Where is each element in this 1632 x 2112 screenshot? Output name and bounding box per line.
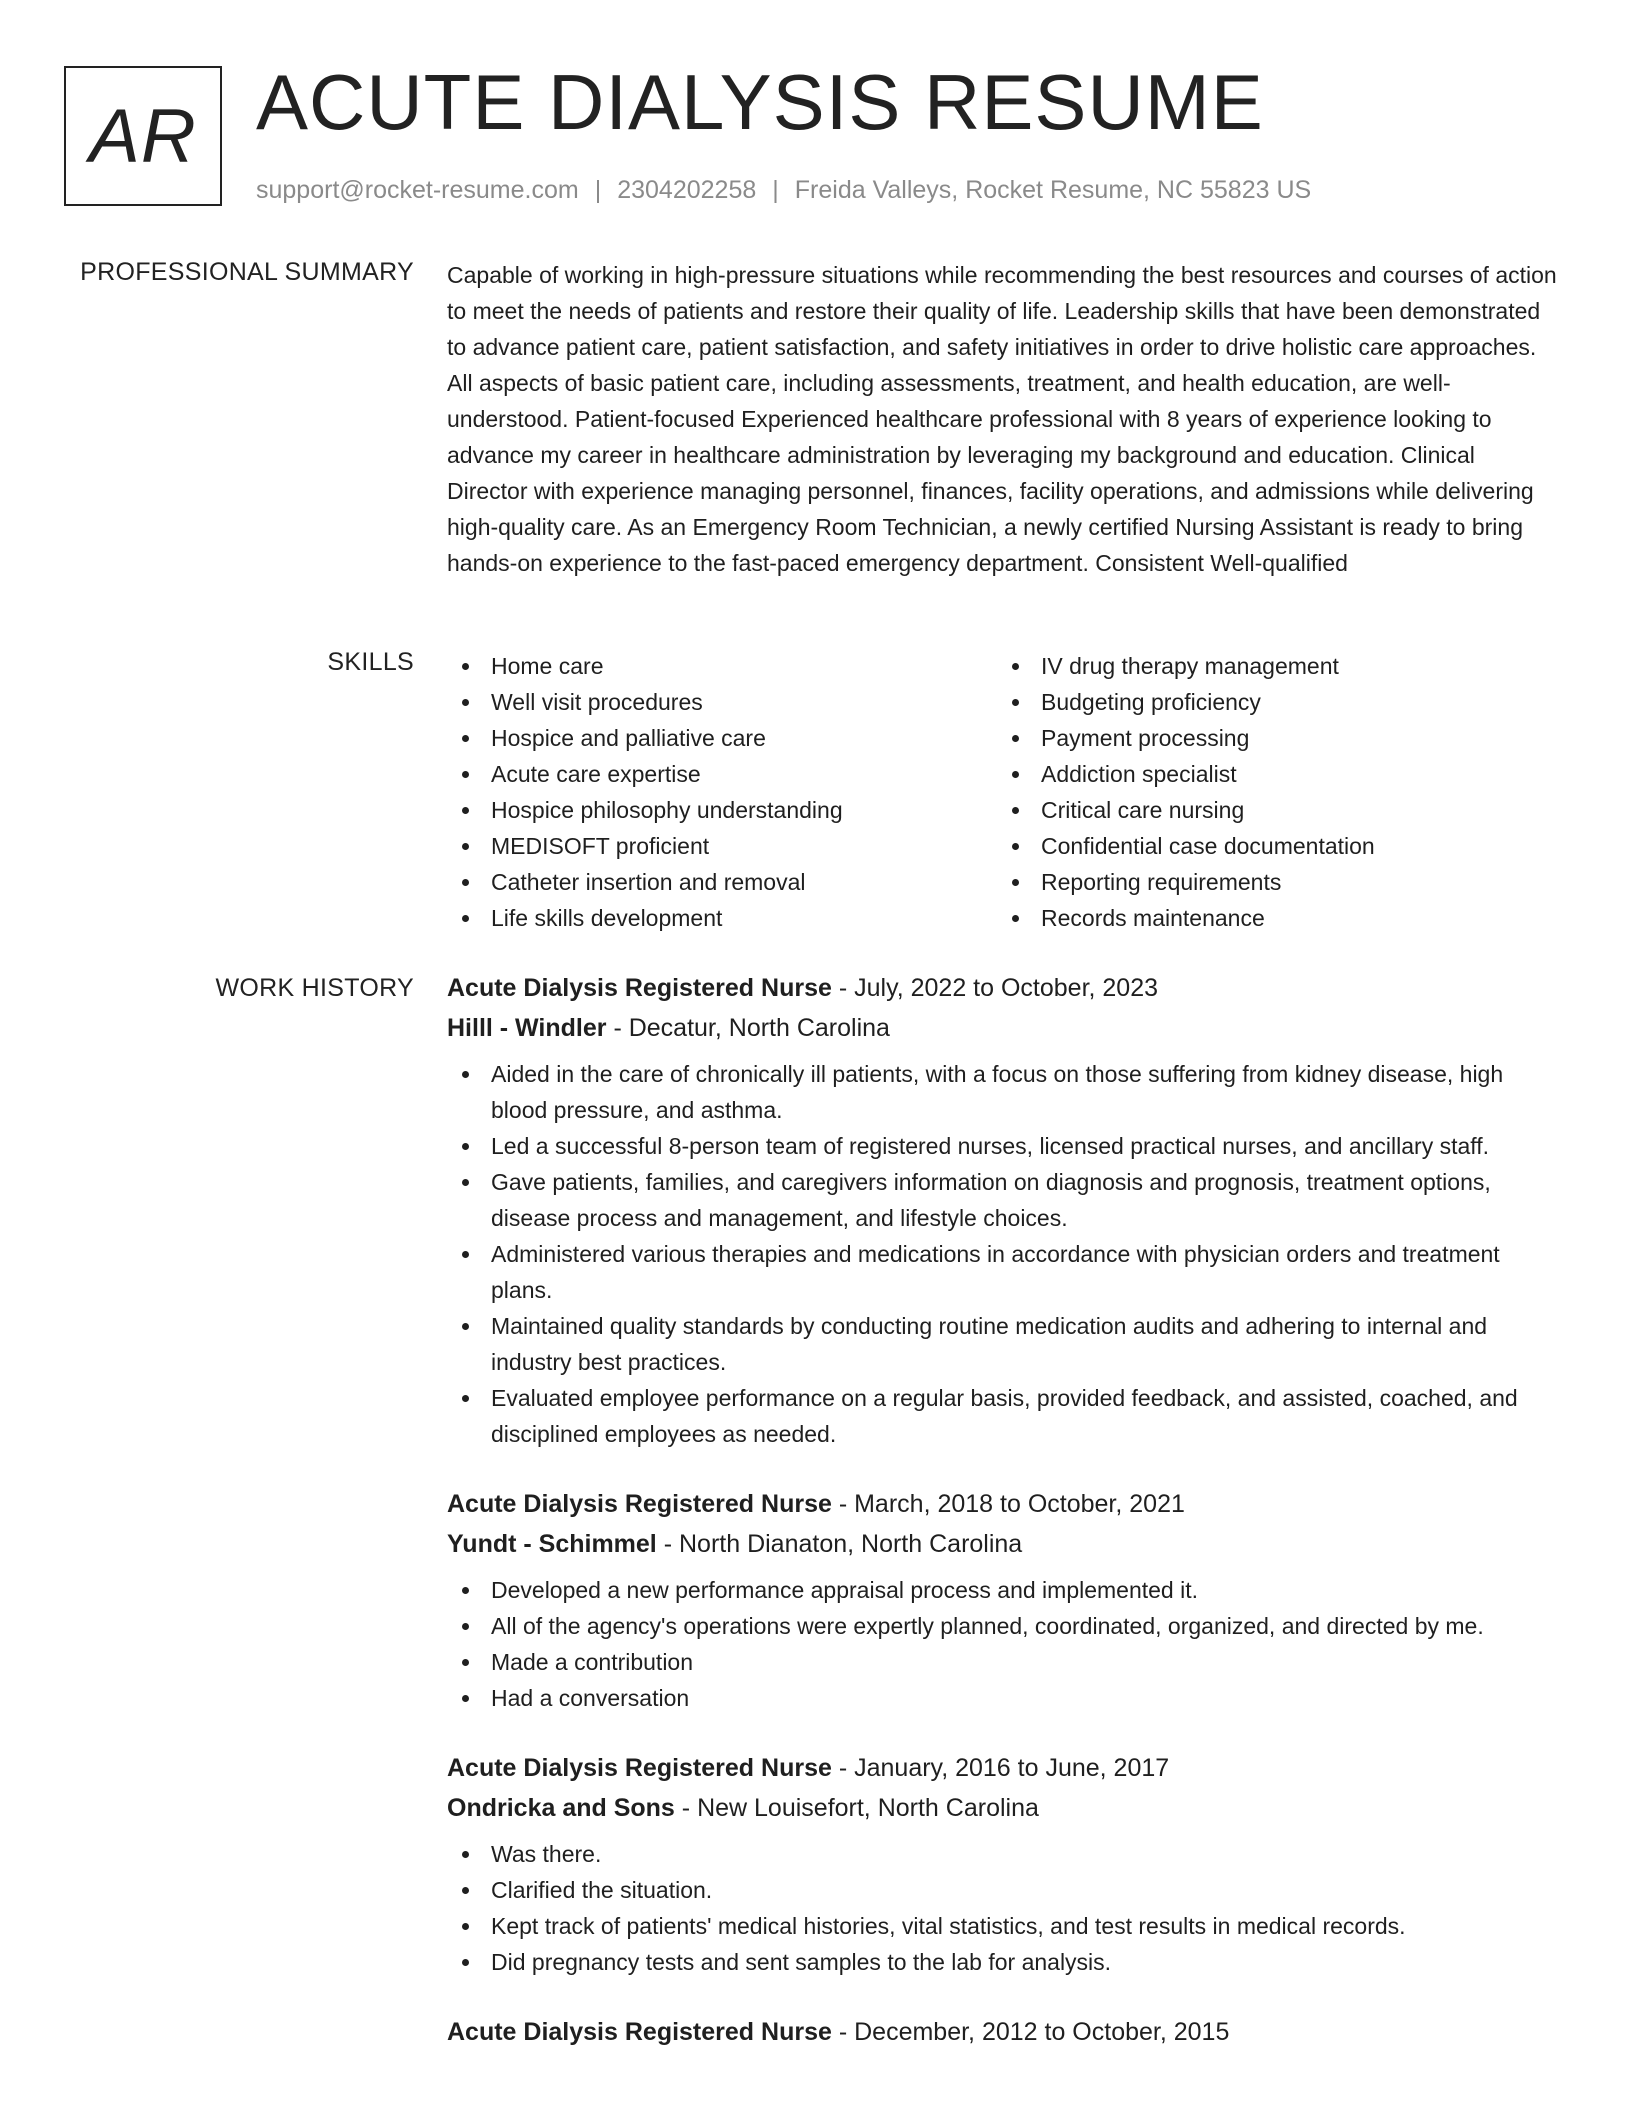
skill-item: Catheter insertion and removal xyxy=(447,864,997,900)
job-dates: July, 2022 to October, 2023 xyxy=(854,974,1159,1002)
job-location: North Dianaton, North Carolina xyxy=(678,1530,1023,1558)
skills-list-left xyxy=(447,648,997,936)
skill-item: Well visit procedures xyxy=(447,684,997,720)
job-entry xyxy=(447,1484,1559,1716)
job-bullet-list xyxy=(447,1836,1559,1980)
job-entry xyxy=(447,968,1559,1452)
skill-item: Budgeting proficiency xyxy=(997,684,1547,720)
job-entry xyxy=(447,2012,1559,2052)
work-history-section xyxy=(447,968,1559,2084)
job-bullet: Maintained quality standards by conducting routine medication audits and adhering to internal and industry best practices. xyxy=(447,1308,1559,1380)
job-bullet: Administered various therapies and medications in accordance with physician orders and treatment plans. xyxy=(447,1236,1559,1308)
resume-title: ACUTE DIALYSIS RESUME xyxy=(256,58,1264,146)
skill-item: Records maintenance xyxy=(997,900,1547,936)
job-location: Decatur, North Carolina xyxy=(628,1014,890,1042)
skill-item: Acute care expertise xyxy=(447,756,997,792)
job-bullet: Gave patients, families, and caregivers information on diagnosis and prognosis, treatment options, disease process and management, and lifestyle choices. xyxy=(447,1164,1559,1236)
job-bullet: Did pregnancy tests and sent samples to the lab for analysis. xyxy=(447,1944,1559,1980)
job-dates: December, 2012 to October, 2015 xyxy=(854,2018,1230,2046)
job-title: Acute Dialysis Registered Nurse xyxy=(447,2018,832,2046)
job-entry xyxy=(447,1748,1559,1980)
skill-item: Reporting requirements xyxy=(997,864,1547,900)
job-bullet-list xyxy=(447,1572,1559,1716)
contact-separator: | xyxy=(594,176,602,204)
section-label-summary: PROFESSIONAL SUMMARY xyxy=(80,258,414,286)
job-bullet: Aided in the care of chronically ill patients, with a focus on those suffering from kidney disease, high blood pressure, and asthma. xyxy=(447,1056,1559,1128)
job-bullet: Kept track of patients' medical histories, vital statistics, and test results in medical records. xyxy=(447,1908,1559,1944)
skill-item: Payment processing xyxy=(997,720,1547,756)
contact-phone[interactable]: 2304202258 xyxy=(617,176,757,204)
section-label-skills: SKILLS xyxy=(327,648,414,676)
skill-item: IV drug therapy management xyxy=(997,648,1547,684)
job-bullet-list xyxy=(447,1056,1559,1452)
job-bullet: Was there. xyxy=(447,1836,1559,1872)
job-company-line: Yundt - Schimmel - North Dianaton, North Carolina xyxy=(447,1530,1023,1558)
summary-section xyxy=(447,257,1559,581)
contact-line xyxy=(256,173,1311,207)
job-company: Yundt - Schimmel xyxy=(447,1530,657,1558)
monogram-initials: AR xyxy=(64,66,222,206)
skill-item: Life skills development xyxy=(447,900,997,936)
skill-item: Hospice and palliative care xyxy=(447,720,997,756)
contact-separator: | xyxy=(772,176,779,204)
job-bullet: Had a conversation xyxy=(447,1680,1559,1716)
skill-item: MEDISOFT proficient xyxy=(447,828,997,864)
contact-address: Freida Valleys, Rocket Resume, NC 55823 US xyxy=(794,176,1312,204)
job-company: Ondricka and Sons xyxy=(447,1794,675,1822)
job-company-line: Ondricka and Sons - New Louisefort, North Carolina xyxy=(447,1794,1039,1822)
job-title: Acute Dialysis Registered Nurse xyxy=(447,974,832,1002)
job-bullet: All of the agency's operations were expertly planned, coordinated, organized, and directed by me. xyxy=(447,1608,1559,1644)
job-title-line: Acute Dialysis Registered Nurse - July, 2022 to October, 2023 xyxy=(447,974,1159,1002)
job-title: Acute Dialysis Registered Nurse xyxy=(447,1490,832,1518)
skill-item: Critical care nursing xyxy=(997,792,1547,828)
skills-section xyxy=(447,648,1559,936)
skill-item: Confidential case documentation xyxy=(997,828,1547,864)
job-dates: March, 2018 to October, 2021 xyxy=(854,1490,1185,1518)
job-title-line: Acute Dialysis Registered Nurse - March, 2018 to October, 2021 xyxy=(447,1490,1185,1518)
job-title-line: Acute Dialysis Registered Nurse - January, 2016 to June, 2017 xyxy=(447,1754,1170,1782)
job-company-line: Hilll - Windler - Decatur, North Carolina xyxy=(447,1014,890,1042)
section-label-work-history: WORK HISTORY xyxy=(215,974,414,1002)
skill-item: Hospice philosophy understanding xyxy=(447,792,997,828)
contact-email[interactable]: support@rocket-resume.com xyxy=(256,176,579,204)
job-bullet: Made a contribution xyxy=(447,1644,1559,1680)
job-bullet: Clarified the situation. xyxy=(447,1872,1559,1908)
job-title: Acute Dialysis Registered Nurse xyxy=(447,1754,832,1782)
job-dates: January, 2016 to June, 2017 xyxy=(854,1754,1170,1782)
job-title-line: Acute Dialysis Registered Nurse - December, 2012 to October, 2015 xyxy=(447,2018,1230,2046)
job-location: New Louisefort, North Carolina xyxy=(697,1794,1039,1822)
job-company: Hilll - Windler xyxy=(447,1014,607,1042)
skill-item: Home care xyxy=(447,648,997,684)
job-bullet: Evaluated employee performance on a regular basis, provided feedback, and assisted, coached, and disciplined employees as needed. xyxy=(447,1380,1559,1452)
skills-list-right xyxy=(997,648,1547,936)
job-bullet: Developed a new performance appraisal process and implemented it. xyxy=(447,1572,1559,1608)
job-bullet: Led a successful 8-person team of registered nurses, licensed practical nurses, and ancillary staff. xyxy=(447,1128,1559,1164)
summary-text: Capable of working in high-pressure situations while recommending the best resources and courses of action to meet the needs of patients and restore their quality of life. Leadership skills that have been demonstrated to advance patient care, patient satisfaction, and safety initiatives in order to drive holistic care approaches. All aspects of basic patient care, including assessments, treatment, and health education, are well-understood. Patient-focused Experienced healthcare professional with 8 years of experience looking to advance my career in healthcare administration by leveraging my background and education. Clinical Director with experience managing personnel, finances, facility operations, and admissions while delivering high-quality care. As an Emergency Room Technician, a newly certified Nursing Assistant is ready to bring hands-on experience to the fast-paced emergency department. Consistent Well-qualified xyxy=(447,262,1557,576)
skill-item: Addiction specialist xyxy=(997,756,1547,792)
